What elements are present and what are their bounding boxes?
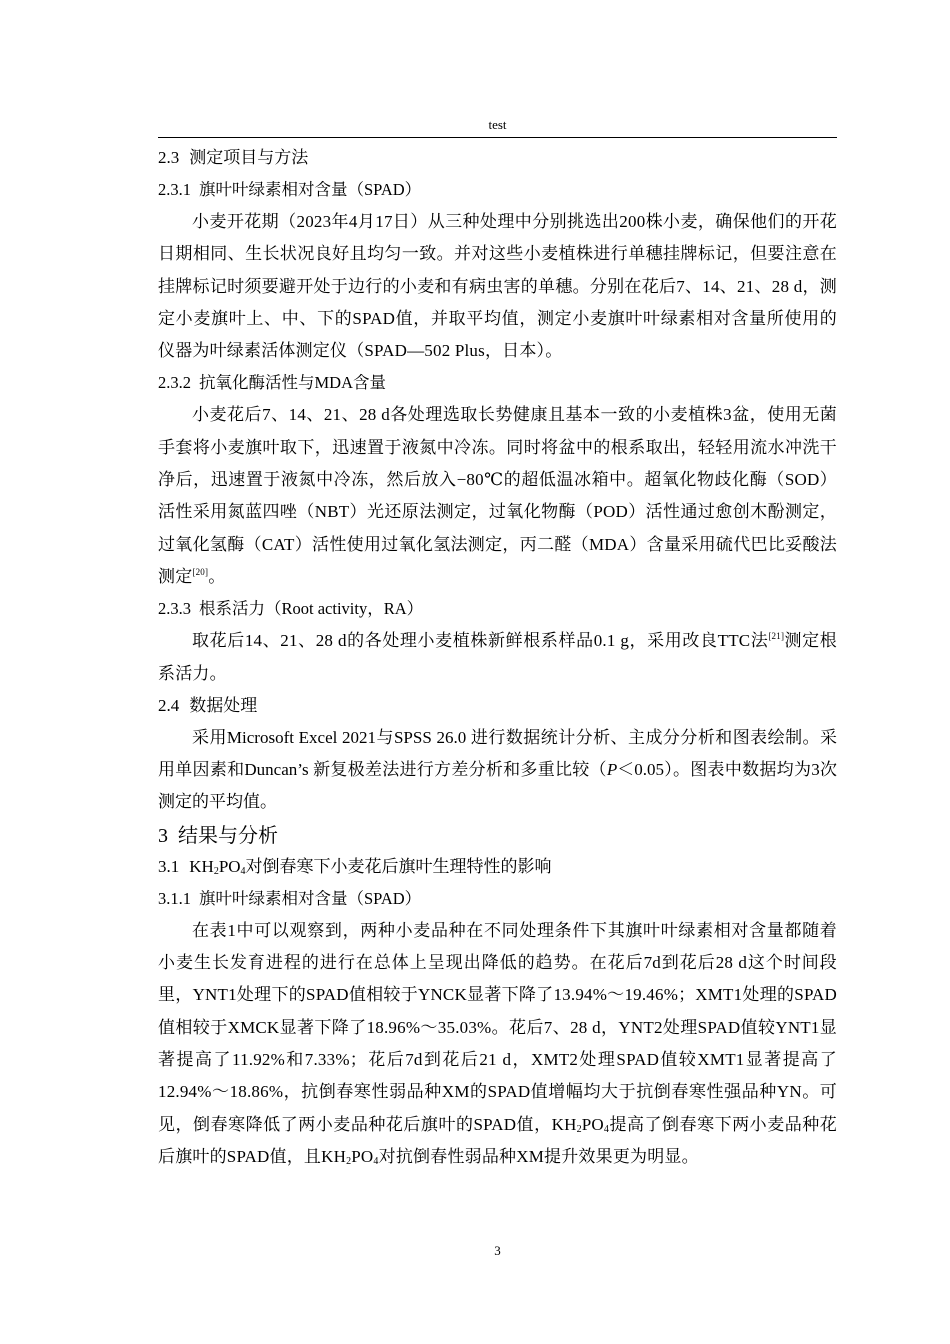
document-body (158, 142, 837, 1173)
page-number: 3 (494, 1243, 501, 1258)
paragraph-data-processing: 采用Microsoft Excel 2021与SPSS 26.0 进行数据统计分析、主成分分析和图表绘制。采用单因素和Duncan’s 新复极差法进行方差分析和多重比较（P＜0.05）。图表中数据均为3次测定的平均值。 (158, 727, 837, 812)
citation-20: [20] (192, 566, 209, 577)
paragraph-enzyme-method: 小麦花后7、14、21、28 d各处理选取长势健康且基本一致的小麦植株3盆，使用无菌手套将小麦旗叶取下，迅速置于液氮中冷冻。同时将盆中的根系取出，轻轻用流水冲洗干净后，迅速置于液氮中冷冻，然后放入−80℃的超低温冰箱中。超氧化物歧化酶（SOD）活性采用氮蓝四唑（NBT）光还原法测定，过氧化物酶（POD）活性通过愈创木酚测定，过氧化氢酶（CAT）活性使用过氧化氢法测定，丙二醛（MDA）含量采用硫代巴比妥酸法测定[20]。 (158, 405, 837, 586)
citation-21: [21] (768, 631, 785, 642)
p-value-symbol: P (606, 760, 618, 780)
header-rule (158, 137, 837, 138)
paragraph-root-activity: 取花后14、21、28 d的各处理小麦植株新鲜根系样品0.1 g，采用改良TTC法[21]测定根系活力。 (158, 631, 837, 683)
section-heading-2-3-1: 2.3.1 旗叶叶绿素相对含量（SPAD） (158, 180, 422, 199)
section-heading-3-1-1: 3.1.1 旗叶叶绿素相对含量（SPAD） (158, 888, 422, 908)
section-heading-2-3: 2.3 测定项目与方法 (158, 148, 309, 168)
section-heading-2-3-2: 2.3.2 抗氧化酶活性与MDA含量 (158, 373, 387, 393)
section-heading-3-1: 3.1 $KH_2PO_4$对倒春寒下小麦花后旗叶生理特性的影响 (158, 856, 552, 877)
page-header: test (488, 117, 507, 132)
paragraph-spad-method: 小麦开花期（2023年4月17日）从三种处理中分别挑选出200株小麦，确保他们的开花日期相同、生长状况良好且均匀一致。并对这些小麦植株进行单穗挂牌标记，但要注意在挂牌标记时须要避开处于边行的小麦和有病虫害的单穗。分别在花后7、14、21、28 d，测定小麦旗叶上、中、下的SPAD值，并取平均值，测定小麦旗叶叶绿素相对含量所使用的仪器为叶绿素活体测定仪（SPAD—502 Plus，日本）。 (158, 212, 837, 361)
section-heading-2-3-3: 2.3.3 根系活力（Root activity，RA） (158, 599, 424, 619)
paragraph-spad-results: 在表1中可以观察到，两种小麦品种在不同处理条件下其旗叶叶绿素相对含量都随着小麦生长发育进程的进行在总体上呈现出降低的趋势。在花后7d到花后28 d这个时间段里，YNT1处理下的SPAD值相较于YNCK显著下降了13.94%～19.46%；XMT1处理的SPAD值相较于XMCK显著下降了18.96%～35.03%。花后7、28 d，YNT2处理SPAD值较YNT1显著提高了11.92%和7.33%；花后7d到花后21 d，XMT2处理SPAD值较XMT1显著提高了12.94%～18.86%，抗倒春寒性弱品种XM的SPAD值增幅均大于抗倒春寒性强品种YN。可见，倒春寒降低了两小麦品种花后旗叶的SPAD值，$KH_2PO_4$提高了倒春寒下两小麦品种花后旗叶的SPAD值，且$KH_2PO_4$对抗倒春性弱品种XM提升效果更为明显。 (158, 920, 837, 1167)
section-heading-2-4: 2.4 数据处理 (158, 695, 258, 716)
section-heading-3: 3 结果与分析 (158, 822, 278, 847)
